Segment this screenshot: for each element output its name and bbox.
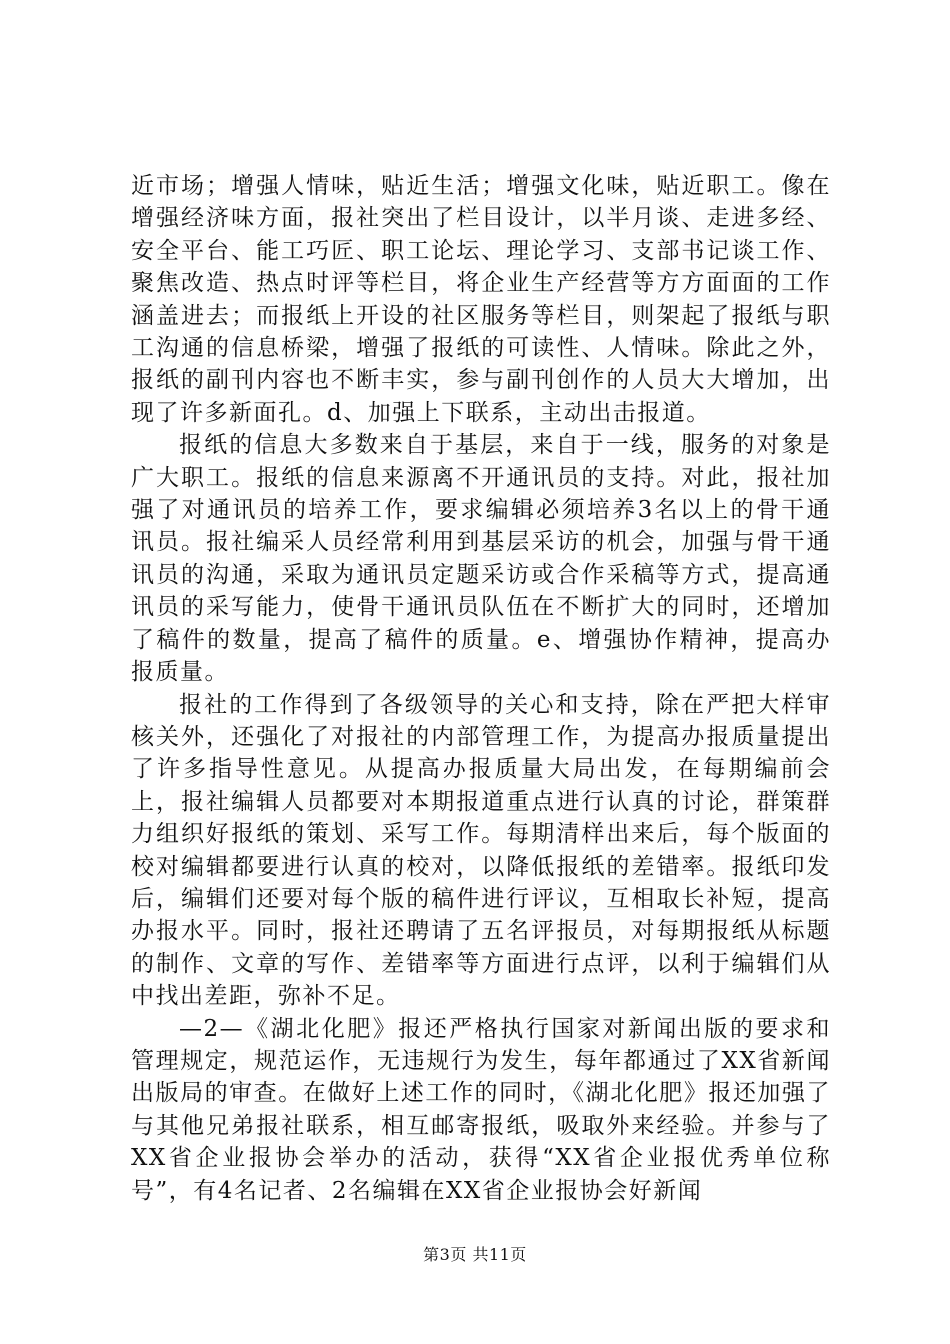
- page-number-footer: 第3页 共11页: [423, 1245, 527, 1264]
- paragraph-4: —2—《湖北化肥》报还严格执行国家对新闻出版的要求和管理规定，规范运作，无违规行为发生，每年都通过了XX省新闻出版局的审查。在做好上述工作的同时，《湖北化肥》报还加强了与其他兄弟报社联系，相互邮寄报纸，吸取外来经验。并参与了XX省企业报协会举办的活动，获得“XX省企业报优秀单位称号”，有4名记者、2名编辑在XX省企业报协会好新闻: [131, 1015, 831, 1204]
- body-text: [131, 170, 831, 1207]
- paragraph-2: 报纸的信息大多数来自于基层，来自于一线，服务的对象是广大职工。报纸的信息来源离不开通讯员的支持。对此，报社加强了对通讯员的培养工作，要求编辑必须培养3名以上的骨干通讯员。报社编采人员经常利用到基层采访的机会，加强与骨干通讯员的沟通，采取为通讯员定题采访或合作采稿等方式，提高通讯员的采写能力，使骨干通讯员队伍在不断扩大的同时，还增加了稿件的数量，提高了稿件的质量。e、增强协作精神，提高办报质量。: [131, 432, 831, 686]
- paragraph-3: 报社的工作得到了各级领导的关心和支持，除在严把大样审核关外，还强化了对报社的内部管理工作，为提高办报质量提出了许多指导性意见。从提高办报质量大局出发，在每期编前会上，报社编辑人员都要对本期报道重点进行认真的讨论，群策群力组织好报纸的策划、采写工作。每期清样出来后，每个版面的校对编辑都要进行认真的校对，以降低报纸的差错率。报纸印发后，编辑们还要对每个版的稿件进行评议，互相取长补短，提高办报水平。同时，报社还聘请了五名评报员，对每期报纸从标题的制作、文章的写作、差错率等方面进行点评，以利于编辑们从中找出差距，弥补不足。: [131, 691, 831, 1010]
- paragraph-1: 近市场；增强人情味，贴近生活；增强文化味，贴近职工。像在增强经济味方面，报社突出了栏目设计，以半月谈、走进多经、安全平台、能工巧匠、职工论坛、理论学习、支部书记谈工作、聚焦改造、热点时评等栏目，将企业生产经营等方方面面的工作涵盖进去；而报纸上开设的社区服务等栏目，则架起了报纸与职工沟通的信息桥梁，增强了报纸的可读性、人情味。除此之外，报纸的副刊内容也不断丰实，参与副刊创作的人员大大增加，出现了许多新面孔。d、加强上下联系，主动出击报道。: [131, 173, 831, 426]
